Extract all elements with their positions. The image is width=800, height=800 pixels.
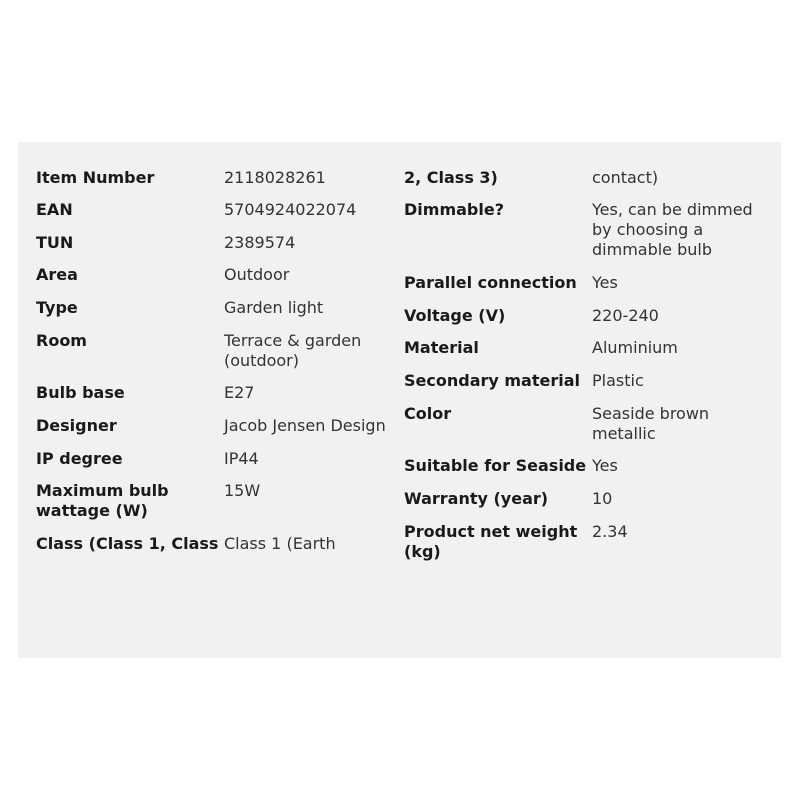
spec-row-max-bulb-wattage <box>36 481 394 534</box>
spec-label: Designer <box>36 416 117 435</box>
spec-label: IP degree <box>36 449 123 468</box>
spec-row-product-net-weight <box>404 522 762 574</box>
spec-row-color <box>404 404 762 456</box>
spec-row-type <box>36 298 394 331</box>
spec-value: 2389574 <box>224 233 296 252</box>
spec-row-ip-degree <box>36 449 394 481</box>
spec-label: Dimmable? <box>404 200 504 219</box>
spec-row-dimmable <box>404 200 762 273</box>
spec-label: Bulb base <box>36 383 125 402</box>
spec-value: 5704924022074 <box>224 200 357 219</box>
spec-row-tun <box>36 233 394 265</box>
product-specs-panel <box>18 142 781 658</box>
spec-row-room <box>36 331 394 383</box>
spec-row-area <box>36 265 394 298</box>
spec-row-bulb-base <box>36 383 394 416</box>
spec-value: Aluminium <box>592 338 678 357</box>
spec-row-item-number <box>36 168 394 200</box>
spec-row-warranty <box>404 489 762 522</box>
spec-value: Yes, can be dimmed by choosing a dimmable bulb <box>592 200 753 259</box>
spec-value: Jacob Jensen Design <box>224 416 386 435</box>
spec-label: TUN <box>36 233 74 252</box>
spec-row-voltage <box>404 306 762 338</box>
spec-value: E27 <box>224 383 255 402</box>
spec-row-suitable-for-seaside <box>404 456 762 489</box>
specs-column-left <box>36 168 394 567</box>
spec-row-secondary-material <box>404 371 762 404</box>
spec-row-parallel-connection <box>404 273 762 306</box>
spec-label: Room <box>36 331 87 350</box>
spec-row-class <box>36 534 394 567</box>
spec-label: Suitable for Seaside <box>404 456 587 475</box>
spec-label: EAN <box>36 200 73 219</box>
spec-value: Yes <box>592 273 618 292</box>
spec-label: Class (Class 1, Class <box>36 534 219 553</box>
spec-value: Garden light <box>224 298 324 317</box>
spec-label: Voltage (V) <box>404 306 506 325</box>
spec-value: 2118028261 <box>224 168 326 187</box>
specs-column-right <box>404 168 762 574</box>
spec-label: Color <box>404 404 452 423</box>
spec-label: Product net weight (kg) <box>404 522 578 561</box>
spec-label: Area <box>36 265 78 284</box>
spec-value: contact) <box>592 168 659 187</box>
spec-label: Secondary material <box>404 371 581 390</box>
spec-label: Type <box>36 298 78 317</box>
spec-row-material <box>404 338 762 371</box>
spec-value: Seaside brown metallic <box>592 404 710 443</box>
spec-label: 2, Class 3) <box>404 168 498 187</box>
spec-label: Item Number <box>36 168 155 187</box>
spec-row-designer <box>36 416 394 449</box>
spec-value: Class 1 (Earth <box>224 534 336 553</box>
spec-label: Parallel connection <box>404 273 577 292</box>
spec-label: Warranty (year) <box>404 489 549 508</box>
spec-value: 15W <box>224 481 261 500</box>
spec-row-class-continued <box>404 168 762 200</box>
spec-label: Material <box>404 338 479 357</box>
spec-value: IP44 <box>224 449 259 468</box>
spec-value: Yes <box>592 456 618 475</box>
spec-value: Plastic <box>592 371 644 390</box>
spec-value: 10 <box>592 489 613 508</box>
spec-row-ean <box>36 200 394 233</box>
spec-value: 220-240 <box>592 306 659 325</box>
spec-label: Maximum bulb wattage (W) <box>36 481 169 520</box>
spec-value: Terrace & garden (outdoor) <box>224 331 362 370</box>
spec-value: 2.34 <box>592 522 628 541</box>
spec-value: Outdoor <box>224 265 290 284</box>
